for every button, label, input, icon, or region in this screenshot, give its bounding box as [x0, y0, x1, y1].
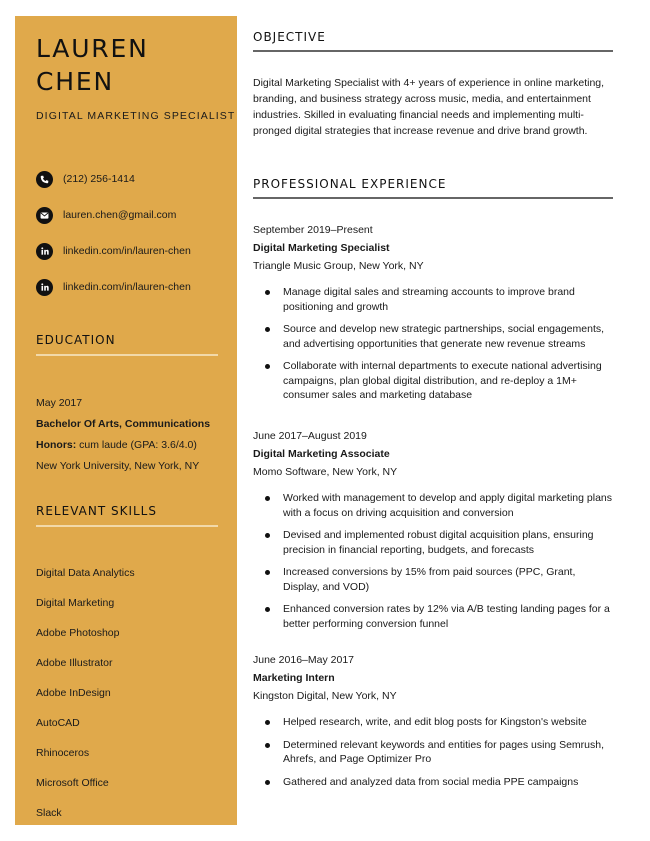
job-bullet: Manage digital sales and streaming accounts to improve brand positioning and growth: [283, 285, 613, 314]
job-bullet: Devised and implemented robust digital acquisition plans, ensuring precision in financial reporting, budgets, and forecasts: [283, 528, 613, 557]
skill-item: Adobe Illustrator: [36, 657, 113, 669]
skill-item: AutoCAD: [36, 717, 80, 729]
job-bullet: Enhanced conversion rates by 12% via A/B testing landing pages for a better performing conversion funnel: [283, 602, 613, 631]
honors-label: Honors:: [36, 439, 77, 451]
education-date: May 2017: [36, 397, 83, 409]
job-bullet: Gathered and analyzed data from social media PPE campaigns: [283, 775, 613, 790]
job-bullet: Worked with management to develop and apply digital marketing plans with a focus on driving acquisition and conversion: [283, 492, 612, 519]
last-name: CHEN: [36, 67, 114, 96]
education-section: [36, 393, 226, 477]
job-dates: June 2016–May 2017: [253, 654, 354, 666]
job-role: Digital Marketing Associate: [253, 448, 390, 460]
job-bullets: [253, 285, 613, 403]
job-entry: [253, 427, 613, 639]
job-company: Kingston Digital, New York, NY: [253, 690, 397, 702]
linkedin-icon: [36, 279, 53, 296]
email-text: lauren.chen@gmail.com: [63, 209, 177, 221]
job-dates: September 2019–Present: [253, 224, 373, 236]
honors-value: cum laude (GPA: 3.6/4.0): [76, 439, 197, 451]
linkedin-icon: [36, 243, 53, 260]
job-bullets: [253, 715, 613, 789]
skill-item: Adobe InDesign: [36, 687, 111, 699]
education-degree: Bachelor Of Arts, Communications: [36, 418, 211, 430]
candidate-name: [36, 32, 226, 98]
job-entry: [253, 651, 613, 797]
job-role: Digital Marketing Specialist: [253, 242, 390, 254]
linkedin-text: linkedin.com/in/lauren-chen: [63, 245, 191, 257]
contact-list: [36, 161, 221, 305]
job-bullet: Collaborate with internal departments to execute national advertising campaigns, plan global digital distribution, and re-deploy a 1M+ consumer sales and marketing database: [283, 359, 613, 403]
phone-text: (212) 256-1414: [63, 173, 135, 185]
job-bullet: Determined relevant keywords and entities for pages using Semrush, Ahrefs, and Page Optimizer Pro: [283, 738, 613, 767]
job-company: Momo Software, New York, NY: [253, 466, 398, 478]
skills-heading: RELEVANT SKILLS: [36, 504, 218, 527]
email-icon: [36, 207, 53, 224]
skill-item: Slack: [36, 807, 62, 819]
linkedin-text: linkedin.com/in/lauren-chen: [63, 281, 191, 293]
job-company: Triangle Music Group, New York, NY: [253, 260, 424, 272]
education-honors: [36, 435, 226, 456]
job-title: DIGITAL MARKETING SPECIALIST: [36, 110, 236, 122]
job-entry: [253, 221, 613, 411]
skill-item: Adobe Photoshop: [36, 627, 120, 639]
phone-icon: [36, 171, 53, 188]
skill-item: Digital Data Analytics: [36, 567, 135, 579]
skill-item: Digital Marketing: [36, 597, 115, 609]
contact-linkedin-secondary[interactable]: [36, 269, 221, 305]
contact-linkedin[interactable]: [36, 233, 221, 269]
job-role: Marketing Intern: [253, 672, 335, 684]
skills-list: [36, 562, 226, 832]
sidebar: [15, 16, 237, 825]
objective-heading: OBJECTIVE: [253, 30, 613, 52]
job-bullet: Increased conversions by 15% from paid sources (PPC, Grant, Display, and VOD): [283, 565, 613, 594]
education-school: New York University, New York, NY: [36, 460, 200, 472]
first-name: LAUREN: [36, 34, 149, 63]
skill-item: Rhinoceros: [36, 747, 90, 759]
experience-heading: PROFESSIONAL EXPERIENCE: [253, 177, 613, 199]
job-bullets: [253, 491, 613, 631]
contact-email[interactable]: [36, 197, 221, 233]
job-bullet: Helped research, write, and edit blog posts for Kingston's website: [283, 715, 613, 730]
education-heading: EDUCATION: [36, 333, 218, 356]
contact-phone[interactable]: [36, 161, 221, 197]
objective-text: Digital Marketing Specialist with 4+ years of experience in online marketing, branding, and business strategy across music, media, and entertainment industries. Skilled in evaluating financial needs and implementing multi-pronged digital strategies that increase revenue and drive brand growth.: [253, 77, 605, 137]
job-dates: June 2017–August 2019: [253, 430, 367, 442]
skill-item: Microsoft Office: [36, 777, 109, 789]
job-bullet: Source and develop new strategic partnerships, social engagements, and advertising opportunities that generate new revenue streams: [283, 322, 613, 351]
